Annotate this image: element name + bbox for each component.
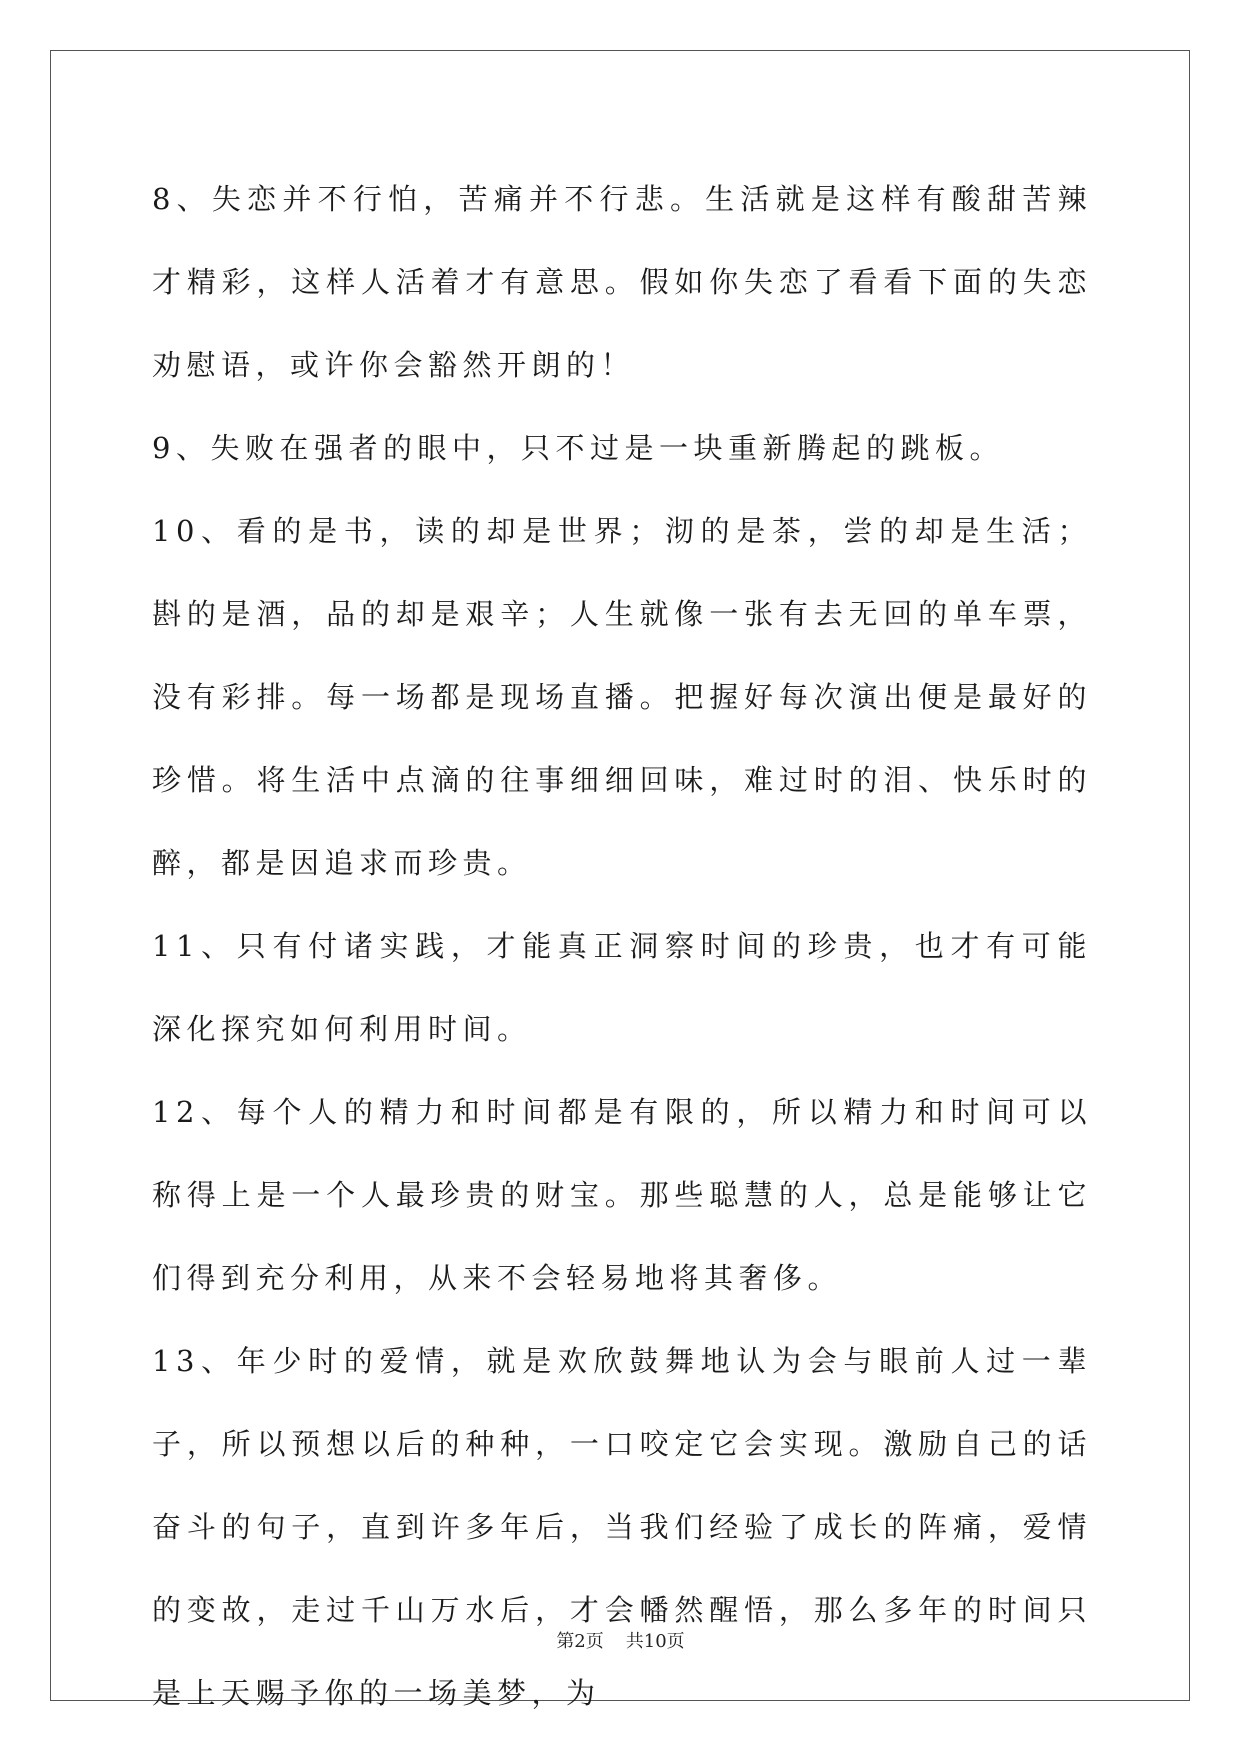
page-number: 第2页: [556, 1631, 604, 1652]
paragraph-13: 13、年少时的爱情，就是欢欣鼓舞地认为会与眼前人过一辈子，所以预想以后的种种，一口咬定它会实现。激励自己的话奋斗的句子，直到许多年后，当我们经验了成长的阵痛，爱情的变故，走过千山万水后，才会幡然醒悟，那么多年的时间只是上天赐予你的一场美梦，为: [152, 1344, 1092, 1710]
paragraph-9: 9、失败在强者的眼中，只不过是一块重新腾起的跳板。: [152, 431, 1004, 465]
paragraph-11: 11、只有付诸实践，才能真正洞察时间的珍贵，也才有可能深化探究如何利用时间。: [152, 929, 1092, 1046]
document-body: [152, 158, 1092, 1735]
paragraph-10: 10、看的是书，读的却是世界；沏的是茶，尝的却是生活；斟的是酒，品的却是艰辛；人生就像一张有去无回的单车票，没有彩排。每一场都是现场直播。把握好每次演出便是最好的珍惜。将生活中点滴的往事细细回味，难过时的泪、快乐时的醉，都是因追求而珍贵。: [152, 514, 1092, 880]
page-total: 共10页: [625, 1631, 685, 1652]
page-footer: [0, 1627, 1241, 1653]
paragraph-12: 12、每个人的精力和时间都是有限的，所以精力和时间可以称得上是一个人最珍贵的财宝。那些聪慧的人，总是能够让它们得到充分利用，从来不会轻易地将其奢侈。: [152, 1095, 1092, 1295]
paragraph-8: 8、失恋并不行怕，苦痛并不行悲。生活就是这样有酸甜苦辣才精彩，这样人活着才有意思。假如你失恋了看看下面的失恋劝慰语，或许你会豁然开朗的！: [152, 182, 1092, 382]
